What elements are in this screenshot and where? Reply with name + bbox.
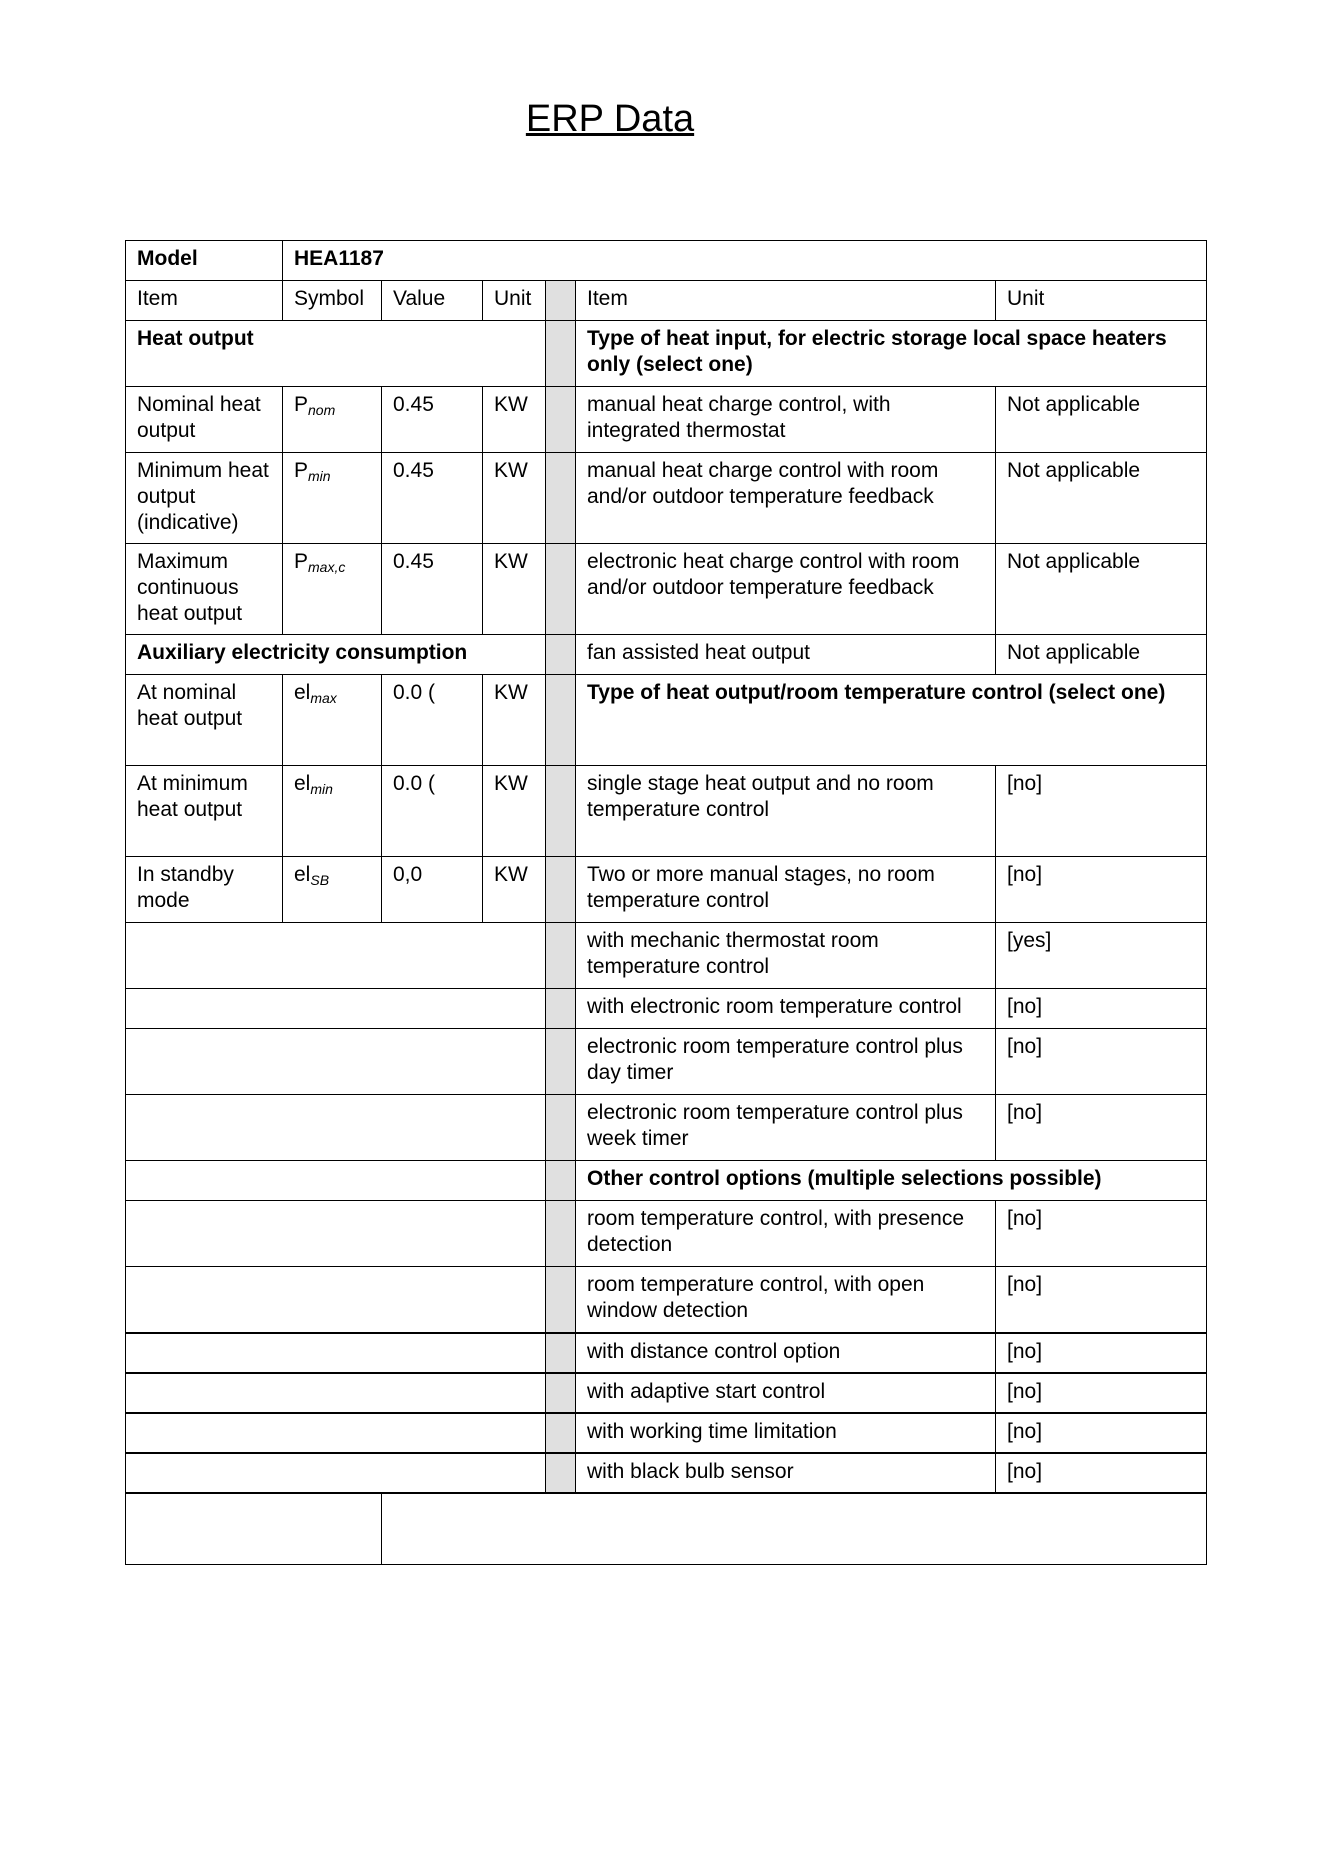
other-heading: Other control options (multiple selections possible) bbox=[576, 1161, 1207, 1201]
row-symbol bbox=[283, 766, 382, 857]
row-right-item: with mechanic thermostat room temperature control bbox=[576, 923, 996, 989]
symbol-base: el bbox=[294, 772, 311, 795]
row-right-unit: [no] bbox=[996, 1201, 1207, 1267]
separator-cell bbox=[546, 1267, 576, 1333]
header-unit-right: Unit bbox=[996, 281, 1207, 321]
row-right-item: manual heat charge control, with integrated thermostat bbox=[576, 387, 996, 453]
row-value: 0.0 ( bbox=[382, 766, 483, 857]
row-right-item: with electronic room temperature control bbox=[576, 989, 996, 1029]
row-value: 0.45 bbox=[382, 387, 483, 453]
symbol-subscript: nom bbox=[308, 402, 336, 418]
separator-cell bbox=[546, 1161, 576, 1201]
row-symbol bbox=[283, 675, 382, 766]
row-value: 0.45 bbox=[382, 453, 483, 544]
separator-cell bbox=[546, 1453, 576, 1493]
model-row bbox=[126, 241, 1207, 281]
row-right-unit: Not applicable bbox=[996, 387, 1207, 453]
model-label: Model bbox=[126, 241, 283, 281]
empty-cell bbox=[126, 1267, 546, 1333]
row-right-unit: [no] bbox=[996, 989, 1207, 1029]
empty-cell bbox=[126, 1161, 546, 1201]
row-right-unit: Not applicable bbox=[996, 635, 1207, 675]
symbol-base: P bbox=[294, 459, 309, 482]
row-unit: KW bbox=[483, 387, 546, 453]
heat-output-heading: Heat output bbox=[126, 321, 546, 387]
empty-cell bbox=[126, 923, 546, 989]
row-right-unit: [yes] bbox=[996, 923, 1207, 989]
separator-cell bbox=[546, 766, 576, 857]
separator-cell bbox=[546, 989, 576, 1029]
row-right-item: fan assisted heat output bbox=[576, 635, 996, 675]
table-row bbox=[126, 766, 1207, 857]
row-symbol bbox=[283, 387, 382, 453]
table-row bbox=[126, 453, 1207, 544]
header-unit: Unit bbox=[483, 281, 546, 321]
separator-cell bbox=[546, 1333, 576, 1373]
separator-cell bbox=[546, 1029, 576, 1095]
row-right-item: single stage heat output and no room temperature control bbox=[576, 766, 996, 857]
row-right-item: electronic room temperature control plus day timer bbox=[576, 1029, 996, 1095]
row-right-unit: [no] bbox=[996, 1029, 1207, 1095]
row-item: Maximum continuous heat output bbox=[126, 544, 283, 635]
header-item-right: Item bbox=[576, 281, 996, 321]
row-unit: KW bbox=[483, 544, 546, 635]
control-heading: Type of heat output/room temperature control (select one) bbox=[576, 675, 1207, 766]
separator-cell bbox=[546, 321, 576, 387]
separator-cell bbox=[546, 387, 576, 453]
table-row bbox=[126, 1373, 1207, 1413]
table-row bbox=[126, 1267, 1207, 1333]
row-right-item: electronic room temperature control plus week timer bbox=[576, 1095, 996, 1161]
header-symbol: Symbol bbox=[283, 281, 382, 321]
table-row bbox=[126, 1333, 1207, 1373]
empty-cell bbox=[126, 1493, 382, 1565]
symbol-base: P bbox=[294, 550, 309, 573]
page-title: ERP Data bbox=[525, 98, 695, 140]
row-right-item: electronic heat charge control with room and/or outdoor temperature feedback bbox=[576, 544, 996, 635]
empty-cell bbox=[126, 1333, 546, 1373]
header-item: Item bbox=[126, 281, 283, 321]
footer-row bbox=[126, 1493, 1207, 1565]
symbol-subscript: max bbox=[310, 690, 337, 706]
table-row bbox=[126, 1201, 1207, 1267]
row-symbol bbox=[283, 544, 382, 635]
row-right-unit: Not applicable bbox=[996, 453, 1207, 544]
row-right-item: room temperature control, with open window detection bbox=[576, 1267, 996, 1333]
row-right-item: with black bulb sensor bbox=[576, 1453, 996, 1493]
table-row bbox=[126, 387, 1207, 453]
row-item: Nominal heat output bbox=[126, 387, 283, 453]
table-row bbox=[126, 635, 1207, 675]
erp-data-table bbox=[125, 240, 1207, 1565]
section-heading-row bbox=[126, 321, 1207, 387]
table-row bbox=[126, 923, 1207, 989]
row-right-unit: [no] bbox=[996, 1373, 1207, 1413]
separator-cell bbox=[546, 1201, 576, 1267]
empty-cell bbox=[126, 1413, 546, 1453]
row-symbol bbox=[283, 857, 382, 923]
row-value: 0,0 bbox=[382, 857, 483, 923]
row-right-unit: [no] bbox=[996, 1095, 1207, 1161]
separator-cell bbox=[546, 281, 576, 321]
row-right-item: Two or more manual stages, no room temperature control bbox=[576, 857, 996, 923]
header-value: Value bbox=[382, 281, 483, 321]
row-symbol bbox=[283, 453, 382, 544]
empty-cell bbox=[126, 989, 546, 1029]
header-row bbox=[126, 281, 1207, 321]
empty-cell bbox=[382, 1493, 1207, 1565]
separator-cell bbox=[546, 544, 576, 635]
separator-cell bbox=[546, 1095, 576, 1161]
symbol-subscript: min bbox=[310, 781, 333, 797]
row-right-unit: [no] bbox=[996, 766, 1207, 857]
aux-heading: Auxiliary electricity consumption bbox=[126, 635, 546, 675]
empty-cell bbox=[126, 1373, 546, 1413]
empty-cell bbox=[126, 1453, 546, 1493]
row-right-unit: [no] bbox=[996, 1453, 1207, 1493]
separator-cell bbox=[546, 635, 576, 675]
table-row bbox=[126, 1453, 1207, 1493]
row-unit: KW bbox=[483, 857, 546, 923]
row-item: Minimum heat output (indicative) bbox=[126, 453, 283, 544]
empty-cell bbox=[126, 1201, 546, 1267]
separator-cell bbox=[546, 857, 576, 923]
empty-cell bbox=[126, 1029, 546, 1095]
table-row bbox=[126, 857, 1207, 923]
row-right-item: with distance control option bbox=[576, 1333, 996, 1373]
table-row bbox=[126, 1161, 1207, 1201]
symbol-base: el bbox=[294, 863, 311, 886]
symbol-subscript: max,c bbox=[308, 559, 346, 575]
heat-input-heading: Type of heat input, for electric storage local space heaters only (select one) bbox=[576, 321, 1207, 387]
separator-cell bbox=[546, 923, 576, 989]
row-value: 0.45 bbox=[382, 544, 483, 635]
symbol-subscript: SB bbox=[310, 872, 330, 888]
row-value: 0.0 ( bbox=[382, 675, 483, 766]
symbol-subscript: min bbox=[308, 468, 331, 484]
row-right-unit: [no] bbox=[996, 1413, 1207, 1453]
separator-cell bbox=[546, 453, 576, 544]
row-unit: KW bbox=[483, 766, 546, 857]
row-right-unit: [no] bbox=[996, 1267, 1207, 1333]
table-row bbox=[126, 989, 1207, 1029]
row-unit: KW bbox=[483, 675, 546, 766]
table-row bbox=[126, 1029, 1207, 1095]
row-right-item: room temperature control, with presence detection bbox=[576, 1201, 996, 1267]
row-unit: KW bbox=[483, 453, 546, 544]
row-right-unit: Not applicable bbox=[996, 544, 1207, 635]
row-right-item: with working time limitation bbox=[576, 1413, 996, 1453]
row-item: At nominal heat output bbox=[126, 675, 283, 766]
row-right-unit: [no] bbox=[996, 1333, 1207, 1373]
row-right-unit: [no] bbox=[996, 857, 1207, 923]
table-row bbox=[126, 544, 1207, 635]
row-right-item: with adaptive start control bbox=[576, 1373, 996, 1413]
table-row bbox=[126, 1095, 1207, 1161]
row-item: In standby mode bbox=[126, 857, 283, 923]
separator-cell bbox=[546, 1413, 576, 1453]
separator-cell bbox=[546, 675, 576, 766]
symbol-base: el bbox=[294, 681, 311, 704]
model-value: HEA1187 bbox=[283, 241, 1207, 281]
empty-cell bbox=[126, 1095, 546, 1161]
separator-cell bbox=[546, 1373, 576, 1413]
table-row bbox=[126, 1413, 1207, 1453]
table-row bbox=[126, 675, 1207, 766]
symbol-base: P bbox=[294, 393, 309, 416]
row-right-item: manual heat charge control with room and/or outdoor temperature feedback bbox=[576, 453, 996, 544]
row-item: At minimum heat output bbox=[126, 766, 283, 857]
